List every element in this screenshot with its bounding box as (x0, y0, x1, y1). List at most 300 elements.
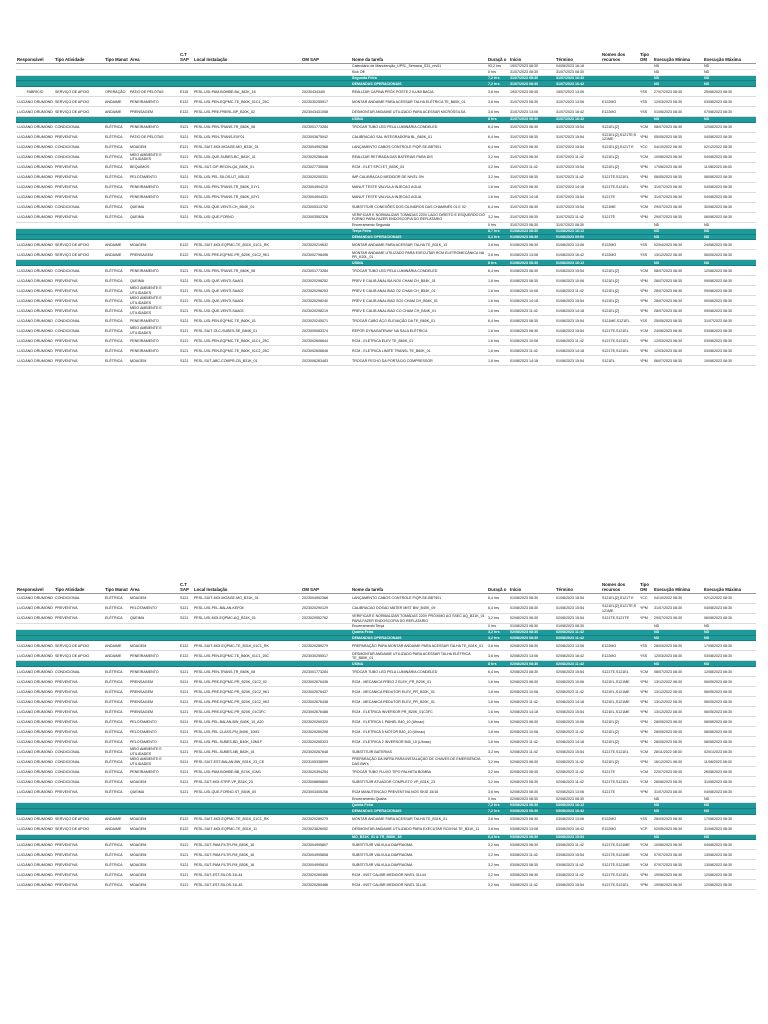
column-header: Início (509, 578, 555, 594)
table-cell: 1,6 hrs (487, 286, 509, 296)
table-cell: YCC (639, 594, 653, 604)
table-cell: LUCIANO DRUMOND (16, 604, 54, 614)
table-cell: ELÉTRICA (104, 356, 129, 366)
table-cell: LUCIANO DRUMOND (16, 840, 54, 850)
table-cell: Encerramento Segunda (351, 222, 487, 228)
table-cell: S121EL[2] (601, 757, 639, 767)
table-cell: 6,4 hrs (487, 667, 509, 677)
table-cell: LUCIANO DRUMOND (16, 850, 54, 860)
table-cell: ELÉTRICA (104, 142, 129, 152)
table-cell: REPOR DYNAGATEWAY NA SALA ELÉTRICA (351, 326, 487, 336)
table-cell: YPM (639, 717, 653, 727)
table-cell: LUCIANO DRUMOND (16, 747, 54, 757)
table-cell: LUCIANO DRUMOND (16, 122, 54, 132)
table-cell: 2023004952368 (301, 142, 351, 152)
table-cell: 01/08/2023 08:30 (509, 624, 555, 630)
column-header: Local Instalação (193, 578, 301, 594)
table-cell: 04/08/2023 16:18 (555, 64, 601, 70)
table-cell: CONDICIONAL (54, 142, 104, 152)
table-cell: CONDICIONAL (54, 757, 104, 767)
table-cell: 3,2 hrs (487, 212, 509, 222)
table-cell: Terça Feira (351, 228, 487, 234)
table-cell: 7,2 hrs (487, 808, 509, 814)
task-row (16, 870, 756, 880)
task-row (16, 614, 756, 624)
table-cell: 07/08/2023 08:30 (703, 107, 756, 117)
table-cell: 02/08/2023 11:42 (555, 687, 601, 697)
table-cell: 31/07/2023 16:42 (555, 117, 601, 123)
table-cell: 12/08/2023 08:30 (703, 880, 756, 890)
task-row (16, 787, 756, 797)
table-cell: 08/07/2023 08:30 (653, 667, 703, 677)
table-cell: S121TE (601, 192, 639, 202)
table-cell: LUCIANO DRUMOND (16, 276, 54, 286)
table-cell: S121TE,S121EL (601, 182, 639, 192)
table-cell: 8 hrs (487, 260, 509, 266)
column-header: Local Instalação (193, 48, 301, 64)
table-cell: SERVIÇO DE APOIO (54, 250, 104, 260)
table-cell: 19/07/2023 08:30 (509, 87, 555, 97)
table-cell: ELÉTRICA (104, 162, 129, 172)
task-row (16, 182, 756, 192)
table-cell: 02/08/2023 08:30 (509, 787, 555, 797)
table-cell: 31/07/2023 15:54 (555, 142, 601, 152)
table-cell: PESL-SUIT-MOI-MOAGE-MO_B31K_01 (193, 142, 301, 152)
table-cell: 1,6 hrs (487, 717, 509, 727)
table-cell: 01/08/2023 16:12 (555, 228, 601, 234)
table-cell: TROCAR TUBO FLUXO TIPO PALHETA BOMBA (351, 767, 487, 777)
task-row (16, 717, 756, 727)
table-cell: LUCIANO DRUMOND (16, 777, 54, 787)
table-cell: 02/08/2023 11:42 (555, 661, 601, 667)
table-cell: PESL-SUT-CIP-RECIN-QA_B53K_01 (193, 162, 301, 172)
table-cell: S121EL[2],S121TE;S 121ME (601, 604, 639, 614)
table-cell: SUBSTITUIR VÁLVULA DIAFRAGMA (351, 860, 487, 870)
table-cell: PRENSAGEM (129, 250, 179, 260)
table-cell: 17/08/2023 08:30 (703, 814, 756, 824)
table-cell: 01/08/2023 15:54 (555, 326, 601, 336)
table-cell: 31/07/2023 08:30 (509, 75, 555, 81)
table-cell: PESL-SUIT-MOI-EQPMC-TE_B31K_11 (193, 824, 301, 834)
table-cell: 02/08/2023 11:42 (555, 777, 601, 787)
table-cell: 8 hrs (487, 661, 509, 667)
task-row (16, 296, 756, 306)
task-row (16, 677, 756, 687)
table-cell: 31/07/2023 08:30 (555, 222, 601, 228)
table-cell: YPM (639, 212, 653, 222)
table-cell: 31/07/2023 13:06 (555, 97, 601, 107)
table-cell: 2023020298240 (301, 296, 351, 306)
table-cell: S121 (179, 152, 193, 162)
table-cell: LUCIANO DRUMOND (16, 296, 54, 306)
table-cell: S121 (179, 172, 193, 182)
table-cell: YCM (639, 266, 653, 276)
table-cell: S121 (179, 326, 193, 336)
table-cell: 03/08/2023 16:42 (555, 808, 601, 814)
column-header: Tipo OM (639, 578, 653, 594)
table-cell (601, 87, 639, 97)
table-cell: 09/08/2023 08:30 (703, 296, 756, 306)
table-cell: 31/07/2023 08:30 (509, 97, 555, 107)
table-cell: PESL-USI-QUE-FORNO (193, 212, 301, 222)
task-row (16, 192, 756, 202)
table-cell: CONDICIONAL (54, 202, 104, 212)
table-cell: LUCIANO DRUMOND (16, 697, 54, 707)
table-cell: Kick Off (351, 69, 487, 75)
table-cell: 2023001773284 (301, 122, 351, 132)
table-cell: PELOTAMENTO (129, 727, 179, 737)
table-cell: PESL-USI-PAM-BOMBE-BA_382K_16 (193, 87, 301, 97)
table-cell: MEIO AMBIENTE E UTILIDADES (129, 286, 179, 296)
table-cell: RCM - MECANICA REDUTOR ELEV_PR_B20K_01 (351, 697, 487, 707)
table-cell: LUCIANO DRUMOND (16, 651, 54, 661)
table-cell: 03/08/2023 11:42 (555, 860, 601, 870)
table-cell: 06/05/2023 08:30 (703, 697, 756, 707)
table-cell: S121EL[2] (601, 152, 639, 162)
table-cell: REALIZAR CAPINA PRÓX POSTE 2 ILUMI BACIA (351, 87, 487, 97)
table-cell: QUEIMA (129, 787, 179, 797)
table-cell: 2023004904210 (301, 182, 351, 192)
table-cell: S121TE,S121EL (601, 747, 639, 757)
table-cell: 08/08/2023 08:30 (703, 172, 756, 182)
table-cell: S121 (179, 316, 193, 326)
table-cell: ELÉTRICA (104, 286, 129, 296)
table-cell: PESL-USI-QUE-VENTI-SAA04 (193, 296, 301, 306)
table-cell: 24/06/2023 08:30 (653, 326, 703, 336)
table-cell: 31/07/2023 08:30 (653, 192, 703, 202)
table-cell: PESL-SUT-ABC-COMPR-CB_B31K_01 (193, 356, 301, 366)
table-cell: MEIO AMBIENTE E UTILIDADES (129, 306, 179, 316)
table-cell: 06/05/2023 08:30 (703, 677, 756, 687)
table-cell: 02/08/2023 16:42 (555, 651, 601, 661)
table-cell: YCM (639, 767, 653, 777)
table-cell: 93,2 hrs (487, 64, 509, 70)
table-cell: 31/07/2023 14:18 (555, 182, 601, 192)
table-cell: 31/07/2023 08:30 (653, 182, 703, 192)
table-cell: LUCIANO DRUMOND (16, 182, 54, 192)
column-header: Área (129, 578, 179, 594)
table-cell: ELÉTRICA (104, 787, 129, 797)
table-cell: RCM MANUTENCAO PREVENTIVA NOS SKID 15/16 (351, 787, 487, 797)
table-cell: 2023020289279 (301, 641, 351, 651)
table-cell: 02/08/2023 10:06 (509, 687, 555, 697)
table-cell: 03/08/2023 11:42 (555, 840, 601, 850)
table-cell: 03/08/2023 08:30 (703, 97, 756, 107)
table-cell: ANDAIME (104, 250, 129, 260)
task-row (16, 97, 756, 107)
table-cell: ELÉTRICA (104, 202, 129, 212)
table-cell: ELÉTRICA (104, 707, 129, 717)
task-row (16, 212, 756, 222)
header-row (16, 48, 756, 64)
table-cell: S121EL[2] (601, 306, 639, 316)
table-cell: PRENSAGEM (129, 107, 179, 117)
table-cell: 01/08/2023 08:30 (509, 276, 555, 286)
table-cell: 02/08/2023 15:54 (555, 707, 601, 717)
task-row (16, 604, 756, 614)
table-cell: 2023020256448 (301, 152, 351, 162)
table-cell: 09/08/2023 08:30 (703, 276, 756, 286)
table-cell: 04/08/2023 08:30 (703, 604, 756, 614)
table-cell: SERVIÇO DE APOIO (54, 814, 104, 824)
table-cell: Quinta Feira (351, 802, 487, 808)
table-cell: QUEIMA (129, 212, 179, 222)
table-cell: MOAGEM (129, 860, 179, 870)
table-cell: 6,4 hrs (487, 604, 509, 614)
table-cell: PESL-USI-MOI-EQPMC-AQ_B31K_01 (193, 614, 301, 624)
table-cell: 1,6 hrs (487, 737, 509, 747)
table-cell: YPM (639, 286, 653, 296)
task-row (16, 824, 756, 834)
table-cell: ND (653, 635, 703, 641)
table-cell: 7,2 hrs (487, 81, 509, 87)
table-cell: 3,6 hrs (487, 641, 509, 651)
task-row (16, 667, 756, 677)
table-cell: YCM (639, 860, 653, 870)
table-cell: MEIO AMBIENTE E UTILIDADES (129, 296, 179, 306)
table-cell: 13/08/2023 08:30 (703, 860, 756, 870)
table-cell: 2023008896800 (301, 777, 351, 787)
table-cell: E122MO (601, 240, 639, 250)
table-cell: 03/08/2023 11:42 (509, 850, 555, 860)
table-cell: 12/03/2023 08:30 (653, 651, 703, 661)
table-cell: Segunda Feira (351, 75, 487, 81)
table-cell: 2023006283483 (301, 356, 351, 366)
table-cell: 02/08/2023 08:30 (509, 641, 555, 651)
table-cell: 02/08/2023 08:30 (509, 757, 555, 767)
table-cell: ELÉTRICA (104, 687, 129, 697)
column-header: Duraçã o (487, 48, 509, 64)
table-cell: 2023030255517 (301, 651, 351, 661)
table-cell: 31/07/2023 08:30 (509, 122, 555, 132)
table-cell: 2023020260465 (301, 870, 351, 880)
table-cell: 28/05/2023 08:30 (653, 737, 703, 747)
table-cell: 2023020289279 (301, 814, 351, 824)
table-cell: 02/08/2023 08:30 (509, 614, 555, 624)
table-cell: PESL-USI-PRE-EQPMC-PR_B20K_01C2_9K2 (193, 697, 301, 707)
table-cell: 1,6 hrs (487, 336, 509, 346)
table-cell: CONDICIONAL (54, 326, 104, 336)
table-cell: S121TE,S121ME (601, 840, 639, 850)
table-cell: PRENSAGEM (129, 707, 179, 717)
table-cell: YPM (639, 880, 653, 890)
table-cell: 31/07/2023 11:42 (555, 212, 601, 222)
table-cell: YPM (639, 687, 653, 697)
table-cell: 31/07/2023 08:30 (509, 152, 555, 162)
table-cell: 01/08/2023 14:18 (509, 356, 555, 366)
table-cell: 31/07/2023 11:42 (555, 152, 601, 162)
column-header: Responsável (16, 578, 54, 594)
table-cell: 3,2 hrs (487, 614, 509, 624)
table-cell: S121 (179, 667, 193, 677)
table-cell: MOAGEM (129, 142, 179, 152)
table-cell: YPM (639, 346, 653, 356)
table-cell: YSS (639, 240, 653, 250)
table-cell: S121 (179, 296, 193, 306)
table-cell: PESL-SUIT-MOI-EQPMC-TE_B31K_01C1_RK (193, 641, 301, 651)
table-cell: PESL-SUT-PAM-FILTR-FM_B53K_16 (193, 840, 301, 850)
table-cell: S121ME,S121EL (601, 316, 639, 326)
table-cell: S121EL[2],S121T E (601, 594, 639, 604)
table-cell: ELÉTRICA (104, 604, 129, 614)
table-cell: QUEIMA (129, 276, 179, 286)
table-cell: S121 (179, 604, 193, 614)
table-cell: YPM (639, 757, 653, 767)
table-cell: YPM (639, 614, 653, 624)
table-cell: S121EL[2],S121TE;S 121ME (601, 132, 639, 142)
table-cell: ELÉTRICA (104, 717, 129, 727)
table-cell: ND (653, 797, 703, 803)
table-cell: 2023003675042 (301, 132, 351, 142)
task-row (16, 142, 756, 152)
table-cell: 3,2 hrs (487, 172, 509, 182)
table-cell: 01/08/2023 08:30 (509, 594, 555, 604)
table-cell: PREVENTIVA (54, 296, 104, 306)
table-cell: LANÇAMENTO CABOS CONTROLE P/QP-SE-BBT901 (351, 594, 487, 604)
table-cell: RCM - ELETRICA LIMITE TRANSL TE_B60K_01 (351, 346, 487, 356)
table-cell: S121EL[2] (601, 162, 639, 172)
table-cell: 6,4 hrs (487, 266, 509, 276)
header-row (16, 578, 756, 594)
table-cell: ND (653, 661, 703, 667)
table-cell: 01/08/2023 16:42 (555, 250, 601, 260)
table-cell: PESL-USI-PEN-EQPMC-TE_B60K_01C1_25C (193, 651, 301, 661)
table-cell: 12/08/2023 08:30 (703, 122, 756, 132)
table-cell: RCM - ELETRICA 2 INVERSOR B40_10 (Uhnac) (351, 737, 487, 747)
table-cell: 08/07/2023 08:30 (653, 266, 703, 276)
table-cell: 01/08/2023 11:42 (509, 346, 555, 356)
table-cell: 2023002798496 (301, 250, 351, 260)
table-cell: 04/08/2023 08:30 (703, 182, 756, 192)
table-cell: 2023020260298 (301, 727, 351, 737)
column-header: Execução Máxima (703, 48, 756, 64)
table-cell: 31/07/2023 15:54 (555, 122, 601, 132)
table-cell: 17/08/2023 08:30 (703, 641, 756, 651)
table-cell: MEIO AMBIENTE E UTILIDADES (129, 326, 179, 336)
table-cell: ND (653, 808, 703, 814)
table-cell: LUCIANO DRUMOND (16, 212, 54, 222)
table-cell: LUCIANO DRUMOND (16, 880, 54, 890)
task-row (16, 306, 756, 316)
table-cell: ND (703, 624, 756, 630)
table-cell: PREVENTIVA (54, 604, 104, 614)
table-cell: ND (703, 802, 756, 808)
table-cell: YCM (639, 326, 653, 336)
table-cell: 02/08/2023 08:30 (509, 717, 555, 727)
column-header: Tipo OM (639, 48, 653, 64)
table-body (16, 64, 756, 366)
table-cell: PESL-USI-QUE-FORNO-ST_B54K_00 (193, 787, 301, 797)
table-cell: 2023023826052 (301, 824, 351, 834)
table-cell: LUCIANO DRUMOND (16, 132, 54, 142)
table-cell: PELOTAMENTO (129, 737, 179, 747)
table-cell: MOAGEM (129, 594, 179, 604)
table-cell: SERVIÇO DE APOIO (54, 824, 104, 834)
table-cell: S121TE,S121EL (601, 667, 639, 677)
table-cell: 3,6 hrs (487, 87, 509, 97)
table-cell: S121TE,S121EL (601, 870, 639, 880)
table-cell: 10/06/2023 08:30 (653, 840, 703, 850)
table-cell: 04/08/2023 08:30 (703, 840, 756, 850)
table-cell: ELÉTRICA (104, 266, 129, 276)
table-cell: 3,6 hrs (487, 97, 509, 107)
table-cell: 31/07/2023 15:54 (555, 202, 601, 212)
task-row (16, 814, 756, 824)
table-cell: PESL-USI-PRE-EQPMC-PR_B20K_01C3FC (193, 707, 301, 717)
table-cell: YPM (639, 296, 653, 306)
table-cell: 3,6 hrs (487, 787, 509, 797)
table-cell: 3,2 hrs (487, 880, 509, 890)
table-cell: YPM (639, 677, 653, 687)
table-cell: 03/08/2023 11:42 (509, 880, 555, 890)
table-cell: PREVENTIVA (54, 870, 104, 880)
column-header: Nome da tarefa (351, 578, 487, 594)
table-cell: ELÉTRICA (104, 296, 129, 306)
table-cell: 1,6 hrs (487, 707, 509, 717)
table-cell: S121TE,S121EL (601, 336, 639, 346)
table-cell: YSS (639, 651, 653, 661)
table-cell: PREV E CALIB ANALISAD CO CHAM CH_B54K_01 (351, 306, 487, 316)
table-cell: DESMONTAR ANDAIME UTILIZADO PARA EXECUTAR RCM NA TE_B31K_11 (351, 824, 487, 834)
table-cell: 31/08/2023 08:30 (703, 777, 756, 787)
table-cell: PESL-SUIT-MOI-MOAGE-MO_B31K_01 (193, 594, 301, 604)
table-cell: 25/05/2023 08:30 (653, 316, 703, 326)
table-cell: 28/07/2023 08:30 (653, 296, 703, 306)
table-cell: 02/08/2023 13:06 (509, 651, 555, 661)
table-cell: 31/07/2023 15:54 (555, 162, 601, 172)
table-cell: 2023020265323 (301, 737, 351, 747)
table-cell: ND (703, 808, 756, 814)
table-cell: MONTAR ANDAIME PARA ACESSAR TALHA ELÉTRICA TE_B60K_01 (351, 97, 487, 107)
task-row (16, 286, 756, 296)
table-cell: LUCIANO DRUMOND (16, 677, 54, 687)
table-cell: 3,2 hrs (487, 629, 509, 635)
table-cell: ELÉTRICA (104, 276, 129, 286)
table-cell: S121 (179, 707, 193, 717)
table-cell: USINA (351, 260, 487, 266)
table-cell: 02/12/2022 08:30 (703, 594, 756, 604)
table-cell: 3,2 hrs (487, 870, 509, 880)
table-cell: 09/08/2023 08:30 (703, 306, 756, 316)
task-row (16, 860, 756, 870)
table-cell: SERVIÇO DE APOIO (54, 651, 104, 661)
table-cell: S121EL[2] (601, 266, 639, 276)
table-cell: ELÉTRICA (104, 182, 129, 192)
table-cell: 0 hrs (487, 69, 509, 75)
table-cell: PRENSAGEM (129, 687, 179, 697)
table-cell: 02/08/2023 08:30 (509, 635, 555, 641)
table-cell: LUCIANO DRUMOND (16, 594, 54, 604)
table-cell: 02/08/2023 08:30 (509, 677, 555, 687)
table-cell: PRENSAGEM (129, 697, 179, 707)
table-cell: MOAGEM (129, 356, 179, 366)
table-cell: PENEIRAMENTO (129, 767, 179, 777)
table-cell: 2023001773284 (301, 667, 351, 677)
table-cell: LUCIANO DRUMOND (16, 346, 54, 356)
task-row (16, 132, 756, 142)
table-cell: ND (653, 69, 703, 75)
table-cell: REALIZAR RETIRADA DAS BATERIAS PARA DIS (351, 152, 487, 162)
table-cell: ND (653, 117, 703, 123)
table-cell: 02/08/2023 11:42 (509, 697, 555, 707)
table-cell: MANUT TESTE VALVULA INJECAO AGUA (351, 192, 487, 202)
table-cell: 02/08/2023 10:06 (555, 677, 601, 687)
table-cell: ELÉTRICA (104, 860, 129, 870)
table-cell: PREVENTIVA (54, 212, 104, 222)
table-cell: S121EL[2] (601, 737, 639, 747)
table-cell: 31/07/2023 15:54 (555, 132, 601, 142)
column-header: Início (509, 48, 555, 64)
